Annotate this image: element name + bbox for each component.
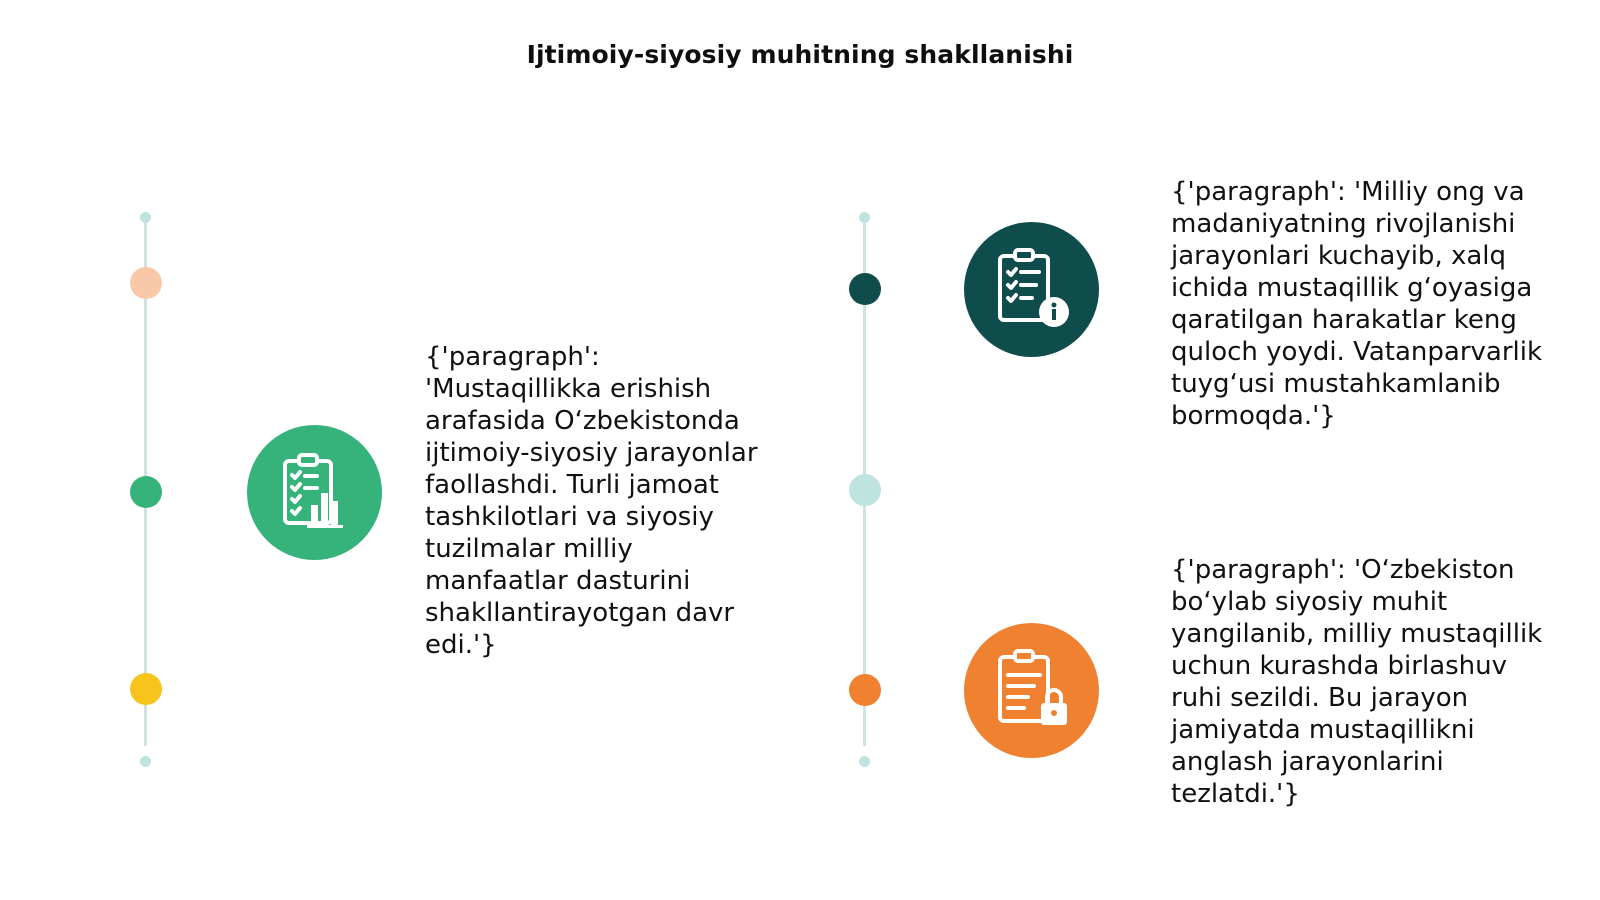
clipboard-lock-icon bbox=[964, 623, 1099, 758]
timeline-left-green-dot bbox=[130, 476, 162, 508]
timeline-left-yellow-dot bbox=[130, 673, 162, 705]
timeline-right-lightteal-dot bbox=[849, 474, 881, 506]
page-title: Ijtimoiy-siyosiy muhitning shakllanishi bbox=[526, 40, 1074, 69]
timeline-left-start-dot bbox=[140, 212, 151, 223]
paragraph-2: {'paragraph': 'Milliy ong va madaniyatning rivojlanishi jarayonlari kuchayib, xalq ichida mustaqillik g‘oyasiga qaratilgan harakatlar keng quloch yoydi. Vatanparvarlik tuyg‘usi mustahkamlanib bormoqda.'} bbox=[1171, 177, 1543, 431]
timeline-right-teal-dot bbox=[849, 273, 881, 305]
timeline-right-end-dot bbox=[859, 756, 870, 767]
timeline-right-start-dot bbox=[859, 212, 870, 223]
timeline-left-end-dot bbox=[140, 756, 151, 767]
clipboard-info-icon bbox=[964, 222, 1099, 357]
timeline-left-peach-dot bbox=[130, 267, 162, 299]
clipboard-chart-icon bbox=[247, 425, 382, 560]
paragraph-1: {'paragraph': 'Mustaqillikka erishish arafasida O‘zbekistonda ijtimoiy-siyosiy jarayonlar faollashdi. Turli jamoat tashkilotlari va siyosiy tuzilmalar milliy manfaatlar dasturini shakllantirayotgan davr edi.'} bbox=[425, 342, 758, 660]
paragraph-3: {'paragraph': 'O‘zbekiston bo‘ylab siyosiy muhit yangilanib, milliy mustaqillik uchun kurashda birlashuv ruhi sezildi. Bu jarayon jamiyatda mustaqillikni anglash jarayonlarini tezlatdi.'} bbox=[1171, 555, 1543, 809]
timeline-right-orange-dot bbox=[849, 674, 881, 706]
